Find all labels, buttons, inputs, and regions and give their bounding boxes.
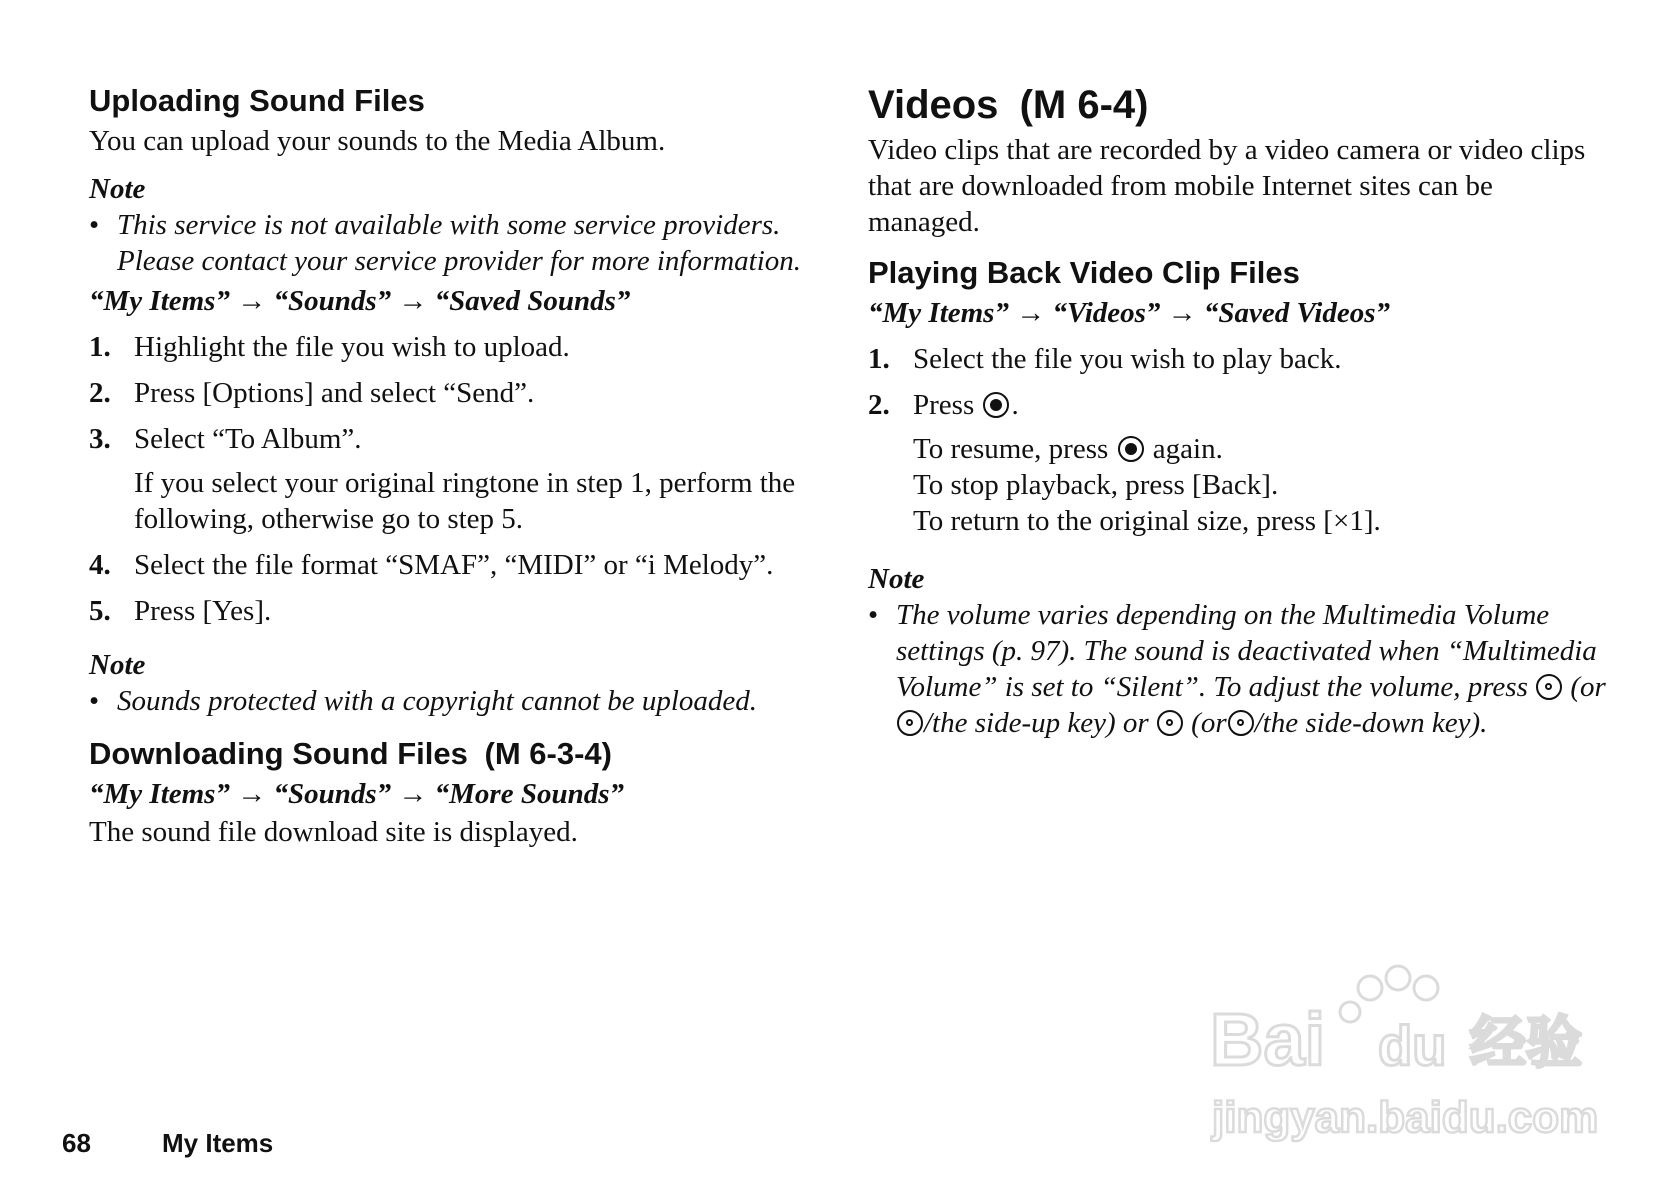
videos-intro: Video clips that are recorded by a video camera or video clips that are downloaded from mobile Internet sites can be managed. [868,134,1586,238]
page-number: 68 [62,1128,91,1158]
right-column [868,82,1608,741]
step-text: Select “To Album”. [134,423,362,456]
downloading-title: Downloading Sound Files [89,736,468,772]
step-text: Highlight the file you wish to upload. [134,331,570,364]
step-text-pre: Press [913,389,975,422]
step-number: 5. [89,595,111,628]
videos-title: Videos [868,83,999,127]
step-text-post: . [1011,389,1019,422]
bullet-icon: • [89,685,100,718]
downloading-heading [89,735,809,772]
baidu-watermark-logo [1200,960,1620,1160]
side-up-key-icon [897,710,923,736]
note-text: Sounds protected with a copyright cannot be uploaded. [117,685,758,718]
note-text-c: /the side-up key) or [924,707,1149,740]
step-text: Select the file format “SMAF”, “MIDI” or “i Melody”. [134,549,774,582]
note-bullet [868,597,1608,741]
videos-heading [868,82,1608,128]
center-key-icon [983,392,1009,418]
bullet-icon: • [89,209,100,242]
downloading-text: The sound file download site is displayed. [89,816,578,849]
svg-text:经验: 经验 [1470,1011,1582,1076]
resume-text-post: again. [1152,433,1223,466]
return-line: To return to the original size, press [×1]. [913,505,1381,538]
uploading-intro: You can upload your sounds to the Media Album. [89,125,666,158]
step-text: Select the file you wish to play back. [913,343,1342,376]
step-number: 1. [89,331,111,364]
step-1 [868,341,1608,377]
step-text: Press [Options] and select “Send”. [134,377,535,410]
uploading-heading: Uploading Sound Files [89,83,425,118]
note-text [896,597,1608,741]
step-text: Press [Yes]. [134,595,272,628]
note-text: This service is not available with some service providers. Please contact your service provider for more information. [117,209,802,278]
step-number: 3. [89,423,111,456]
step-text [913,387,1019,423]
step-number: 4. [89,549,111,582]
step-1 [89,329,809,365]
step-5 [89,593,809,629]
side-down-key-icon [1228,710,1254,736]
note-text-d: (or [1191,707,1227,740]
note-bullet [89,683,809,719]
menu-code: (M 6-4) [1019,83,1149,127]
center-key-icon [1118,436,1144,462]
step-2 [868,387,1608,423]
resume-line [913,431,1608,467]
menu-code: (M 6-3-4) [484,736,612,772]
nav-down-key-icon [1157,710,1183,736]
step-4 [89,547,809,583]
resume-text-pre: To resume, press [913,433,1109,466]
note-title: Note [89,173,146,206]
note-text-b: (or [1570,671,1606,704]
playback-instructions [913,431,1608,539]
nav-up-key-icon [1536,674,1562,700]
step-2 [89,375,809,411]
note-title: Note [868,563,925,596]
svg-text:du: du [1378,1014,1447,1077]
note-text-e: /the side-down key). [1254,707,1488,740]
step-number: 1. [868,343,890,376]
step-number: 2. [868,389,890,422]
note-bullet [89,207,809,279]
step-3-detail: If you select your original ringtone in step 1, perform the following, otherwise go to step 5. [134,467,796,536]
note-title: Note [89,649,146,682]
svg-text:Bai: Bai [1210,998,1326,1081]
svg-text:jingyan.baidu.com: jingyan.baidu.com [1212,1093,1599,1142]
left-column [89,82,809,850]
playback-heading: Playing Back Video Clip Files [868,255,1300,290]
footer-section-title: My Items [162,1128,274,1158]
step-number: 2. [89,377,111,410]
menu-path: “My Items” → “Videos” → “Saved Videos” [868,297,1390,330]
stop-line: To stop playback, press [Back]. [913,469,1279,502]
step-3 [89,421,809,457]
bullet-icon: • [868,599,879,632]
menu-path: “My Items” → “Sounds” → “Saved Sounds” [89,285,631,318]
menu-path: “My Items” → “Sounds” → “More Sounds” [89,778,624,811]
note-text-a: The volume varies depending on the Multimedia Volume settings (p. 97). The sound is deactivated when “Multimedia Volume” is set to “Silent”. To adjust the volume, press [896,599,1597,704]
